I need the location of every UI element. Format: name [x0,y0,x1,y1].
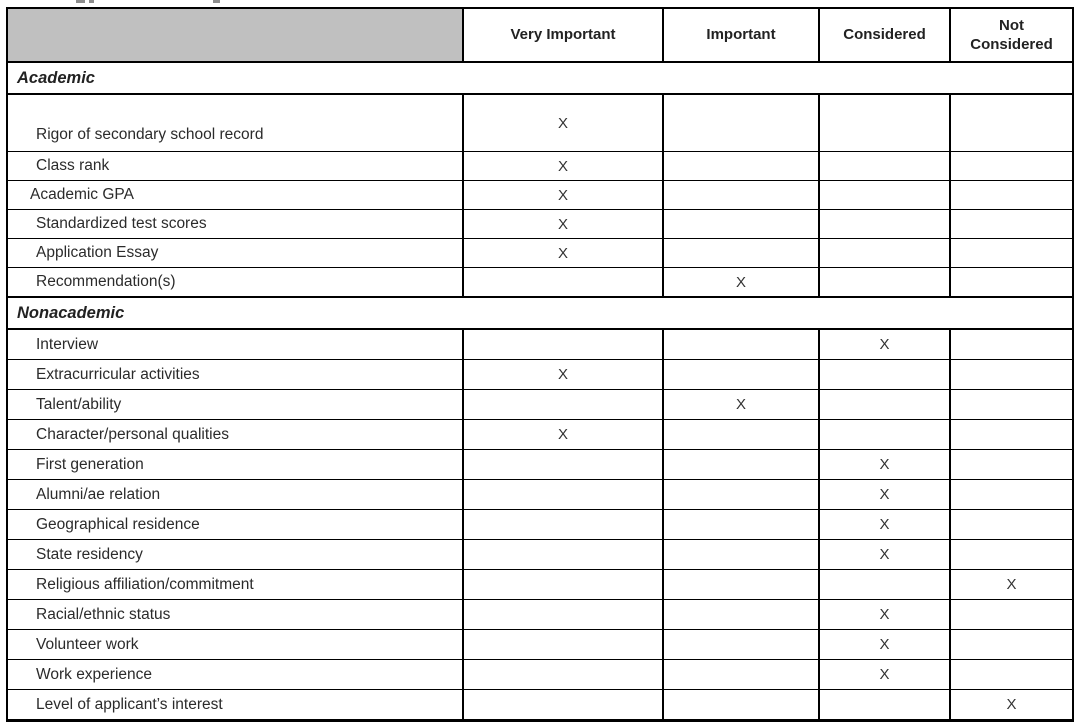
factor-row [7,390,1073,420]
x-mark-cell: X [663,390,819,420]
factor-label: Work experience [7,660,463,690]
empty-mark-cell [463,480,663,510]
factor-row [7,630,1073,660]
table-body [7,62,1073,721]
x-mark-cell: X [819,450,950,480]
x-mark-cell: X [819,630,950,660]
factor-row [7,94,1073,152]
factor-label: Class rank [7,152,463,181]
header-corner-cell [7,8,463,62]
header-row [7,8,1073,62]
x-mark-cell: X [463,420,663,450]
x-mark-cell: X [819,600,950,630]
empty-mark-cell [663,630,819,660]
empty-mark-cell [950,600,1073,630]
empty-mark-cell [463,630,663,660]
x-mark-cell: X [463,181,663,210]
factor-label: Level of applicant’s interest [7,690,463,721]
x-mark-cell: X [819,329,950,360]
empty-mark-cell [663,329,819,360]
factor-label: Geographical residence [7,510,463,540]
empty-mark-cell [819,181,950,210]
empty-mark-cell [819,94,950,152]
empty-mark-cell [819,360,950,390]
factor-row [7,450,1073,480]
empty-mark-cell [663,690,819,721]
empty-mark-cell [663,420,819,450]
x-mark-cell: X [463,360,663,390]
section-label: Nonacademic [7,297,1073,329]
factor-row [7,181,1073,210]
col-header-considered [819,8,950,62]
x-mark-cell: X [463,239,663,268]
empty-mark-cell [663,660,819,690]
empty-mark-cell [663,94,819,152]
col-header-important [663,8,819,62]
x-mark-cell: X [463,152,663,181]
clipped-text-remnant [89,0,94,3]
col-header-label: Important [706,26,776,44]
x-mark-cell: X [950,570,1073,600]
x-mark-cell: X [819,480,950,510]
x-mark-cell: X [463,210,663,239]
factor-label: Standardized test scores [7,210,463,239]
empty-mark-cell [463,329,663,360]
empty-mark-cell [819,152,950,181]
section-header-row [7,297,1073,329]
clipped-text-remnant [76,0,85,3]
factor-label: Academic GPA [7,181,463,210]
factor-row [7,660,1073,690]
factor-label: Talent/ability [7,390,463,420]
factor-label: Volunteer work [7,630,463,660]
x-mark-cell: X [463,94,663,152]
factor-label: Racial/ethnic status [7,600,463,630]
empty-mark-cell [819,570,950,600]
empty-mark-cell [819,390,950,420]
empty-mark-cell [950,630,1073,660]
empty-mark-cell [463,570,663,600]
factor-row [7,329,1073,360]
empty-mark-cell [463,390,663,420]
factor-label: First generation [7,450,463,480]
factor-row [7,360,1073,390]
empty-mark-cell [950,540,1073,570]
empty-mark-cell [463,510,663,540]
empty-mark-cell [663,210,819,239]
col-header-label: Very Important [510,26,616,44]
empty-mark-cell [663,239,819,268]
empty-mark-cell [663,540,819,570]
factor-label: Alumni/ae relation [7,480,463,510]
factor-row [7,540,1073,570]
x-mark-cell: X [819,540,950,570]
factor-row [7,480,1073,510]
empty-mark-cell [950,390,1073,420]
empty-mark-cell [819,420,950,450]
factor-label: Recommendation(s) [7,268,463,298]
empty-mark-cell [819,239,950,268]
col-header-very-important [463,8,663,62]
empty-mark-cell [463,540,663,570]
empty-mark-cell [950,181,1073,210]
factor-row [7,420,1073,450]
empty-mark-cell [663,450,819,480]
x-mark-cell: X [950,690,1073,721]
empty-mark-cell [950,329,1073,360]
empty-mark-cell [663,152,819,181]
empty-mark-cell [950,480,1073,510]
section-label: Academic [7,62,1073,94]
empty-mark-cell [950,210,1073,239]
empty-mark-cell [950,360,1073,390]
factor-row [7,570,1073,600]
empty-mark-cell [663,570,819,600]
empty-mark-cell [819,268,950,298]
empty-mark-cell [463,450,663,480]
factor-label: Interview [7,329,463,360]
empty-mark-cell [950,450,1073,480]
x-mark-cell: X [819,660,950,690]
col-header-not-considered [950,8,1073,62]
factor-row [7,690,1073,721]
empty-mark-cell [950,510,1073,540]
x-mark-cell: X [663,268,819,298]
empty-mark-cell [819,210,950,239]
col-header-label: Not Considered [970,16,1053,53]
empty-mark-cell [950,239,1073,268]
admission-factors-table [6,7,1074,722]
section-header-row [7,62,1073,94]
factor-row [7,152,1073,181]
empty-mark-cell [463,600,663,630]
factor-row [7,239,1073,268]
clipped-text-remnant [213,0,220,3]
empty-mark-cell [663,360,819,390]
empty-mark-cell [819,690,950,721]
empty-mark-cell [463,268,663,298]
factor-row [7,510,1073,540]
empty-mark-cell [663,600,819,630]
factor-row [7,600,1073,630]
factor-label: Character/personal qualities [7,420,463,450]
empty-mark-cell [463,690,663,721]
empty-mark-cell [663,480,819,510]
empty-mark-cell [950,268,1073,298]
empty-mark-cell [663,181,819,210]
empty-mark-cell [950,420,1073,450]
factor-label: Application Essay [7,239,463,268]
empty-mark-cell [463,660,663,690]
col-header-label: Considered [843,26,926,44]
empty-mark-cell [950,94,1073,152]
factor-label: Rigor of secondary school record [7,94,463,152]
factor-label: Extracurricular activities [7,360,463,390]
empty-mark-cell [663,510,819,540]
empty-mark-cell [950,152,1073,181]
factor-row [7,210,1073,239]
empty-mark-cell [950,660,1073,690]
factor-row [7,268,1073,298]
factor-label: State residency [7,540,463,570]
x-mark-cell: X [819,510,950,540]
factor-label: Religious affiliation/commitment [7,570,463,600]
